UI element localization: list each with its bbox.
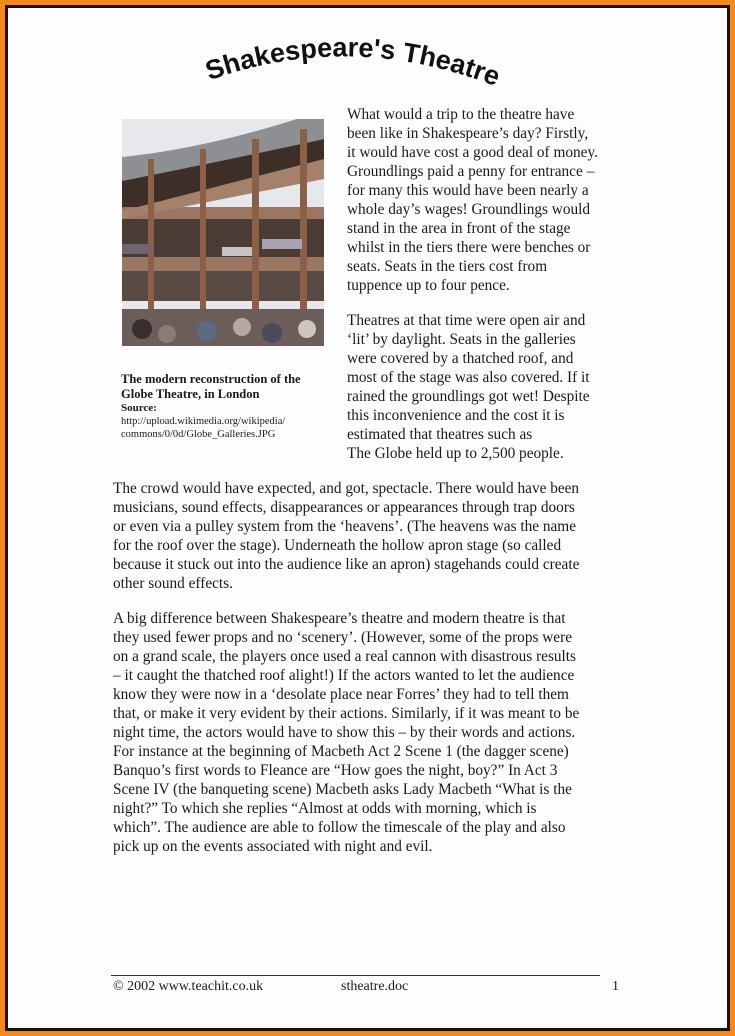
text-line: it would have cost a good deal of money. bbox=[347, 144, 598, 161]
text-line: for the roof over the stage). Underneath the hollow apron stage (so called bbox=[113, 537, 562, 554]
text-line: For instance at the beginning of Macbeth Act 2 Scene 1 (the dagger scene) bbox=[113, 743, 569, 760]
caption-source-url-line-1: http://upload.wikimedia.org/wikipedia/ bbox=[121, 416, 286, 427]
text-line: on a grand scale, the players once used a real cannon with disastrous results bbox=[113, 648, 577, 665]
text-line: know they were now in a ‘desolate place near Forres’ they had to tell them bbox=[113, 686, 569, 703]
caption-title-line-2: Globe Theatre, in London bbox=[121, 387, 260, 401]
text-line: Scene IV (the banqueting scene) Macbeth asks Lady Macbeth “What is the bbox=[113, 781, 572, 798]
text-line: – it caught the thatched roof alight!) If the actors wanted to let the audience bbox=[113, 667, 575, 684]
text-line: pick up on the events associated with night and evil. bbox=[113, 838, 433, 855]
footer-filename: stheatre.doc bbox=[341, 979, 409, 994]
text-line: other sound effects. bbox=[113, 575, 233, 592]
text-line: whole day’s wages! Groundlings would bbox=[347, 201, 591, 218]
footer-page-number: 1 bbox=[612, 979, 619, 994]
title-arc-graphic bbox=[180, 20, 520, 110]
caption-title-line-1: The modern reconstruction of the bbox=[121, 372, 301, 386]
page-title bbox=[180, 20, 520, 110]
theatre-image-icon bbox=[122, 119, 324, 346]
globe-theatre-photo bbox=[122, 119, 324, 346]
text-line: they used fewer props and no ‘scenery’. (However, some of the props were bbox=[113, 629, 572, 646]
text-line: this inconvenience and the cost it is bbox=[347, 407, 565, 424]
text-line: A big difference between Shakespeare’s theatre and modern theatre is that bbox=[113, 610, 566, 627]
text-line: Theatres at that time were open air and bbox=[347, 312, 586, 329]
paragraph-open-air bbox=[347, 311, 627, 463]
text-line: The crowd would have expected, and got, spectacle. There would have been bbox=[113, 480, 580, 497]
caption-source-url-line-2: commons/0/0d/Globe_Galleries.JPG bbox=[121, 429, 276, 440]
text-line: because it stuck out into the audience like an apron) stagehands could create bbox=[113, 556, 580, 573]
text-line: seats. Seats in the tiers cost from bbox=[347, 258, 548, 275]
text-line: whilst in the tiers there were benches or bbox=[347, 239, 591, 256]
text-line: tuppence up to four pence. bbox=[347, 277, 510, 294]
text-line: stand in the area in front of the stage bbox=[347, 220, 571, 237]
text-line: for many this would have been nearly a bbox=[347, 182, 589, 199]
text-line: estimated that theatres such as bbox=[347, 426, 533, 443]
text-line: Groundlings paid a penny for entrance – bbox=[347, 163, 595, 180]
text-line: which”. The audience are able to follow the timescale of the play and also bbox=[113, 819, 566, 836]
text-line: night time, the actors would have to show this – by their words and actions. bbox=[113, 724, 576, 741]
caption-source-label: Source: bbox=[121, 402, 157, 414]
text-line: The Globe held up to 2,500 people. bbox=[347, 445, 564, 462]
text-line: ‘lit’ by daylight. Seats in the galleries bbox=[347, 331, 576, 348]
text-line: most of the stage was also covered. If it bbox=[347, 369, 590, 386]
text-line: or even via a pulley system from the ‘heavens’. (The heavens was the name bbox=[113, 518, 576, 535]
text-line: rained the groundlings got wet! Despite bbox=[347, 388, 590, 405]
text-line: musicians, sound effects, disappearances or appearances through trap doors bbox=[113, 499, 575, 516]
text-line: night?” To which she replies “Almost at odds with morning, which is bbox=[113, 800, 537, 817]
text-line: been like in Shakespeare’s day? Firstly, bbox=[347, 125, 589, 142]
paragraph-props-and-scenery bbox=[113, 609, 623, 856]
text-line: What would a trip to the theatre have bbox=[347, 106, 575, 123]
text-line: were covered by a thatched roof, and bbox=[347, 350, 574, 367]
footer-copyright: © 2002 www.teachit.co.uk bbox=[113, 979, 264, 994]
footer-divider bbox=[111, 975, 600, 976]
image-caption bbox=[121, 372, 336, 441]
paragraph-spectacle bbox=[113, 479, 623, 593]
text-line: that, or make it very evident by their actions. Similarly, if it was meant to be bbox=[113, 705, 580, 722]
paragraph-trip-cost bbox=[347, 105, 627, 295]
text-line: Banquo’s first words to Fleance are “How goes the night, boy?” In Act 3 bbox=[113, 762, 558, 779]
title-text: Shakespeare's Theatre bbox=[201, 32, 505, 92]
